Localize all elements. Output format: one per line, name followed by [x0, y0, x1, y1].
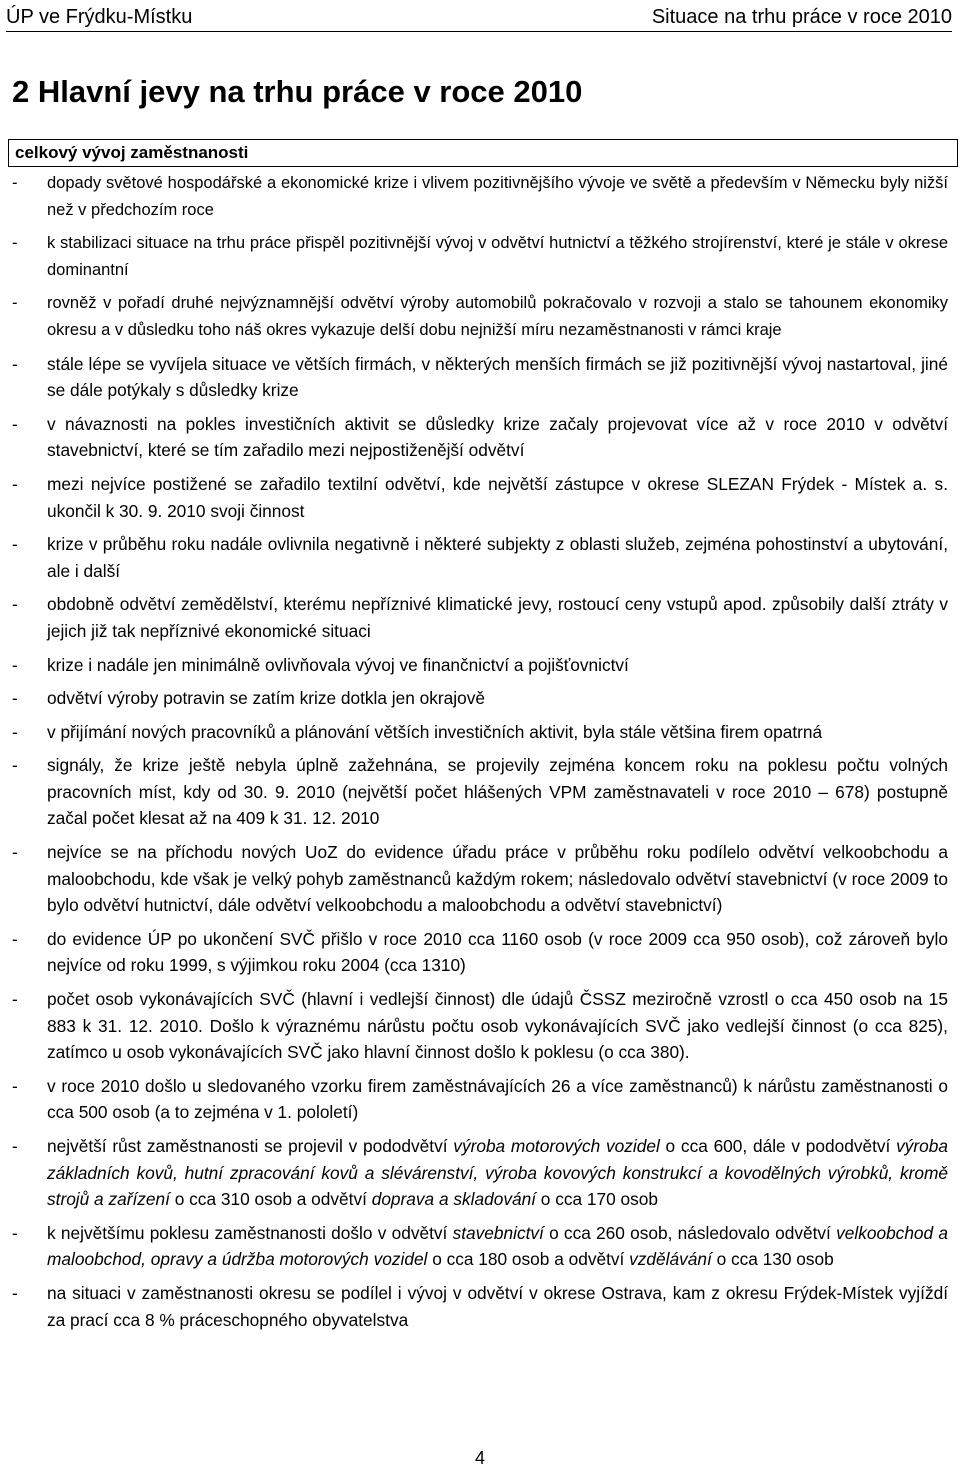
text-segment: stále lépe se vyvíjela situace ve větších firmách, v některých menších firmách se již pozitivnější vývoj nastartoval, jiné se dále potýkaly s důsledky krize — [47, 353, 948, 401]
text-segment: krize i nadále jen minimálně ovlivňovala vývoj ve finančnictví a pojišťovnictví — [47, 654, 629, 675]
header-office: ÚP ve Frýdku-Místku — [6, 6, 193, 28]
list-item — [12, 411, 948, 464]
bullet-dash: - — [12, 594, 18, 615]
list-item-text — [47, 170, 948, 223]
bullet-dash: - — [12, 989, 18, 1010]
text-segment: mezi nejvíce postižené se zařadilo textilní odvětví, kde největší zástupce v okrese SLEZAN Frýdek - Místek a. s. ukončil k 30. 9. 2010 svoji činnost — [47, 473, 948, 521]
list-item-text — [47, 230, 948, 283]
bullet-dash: - — [12, 721, 18, 742]
page-header — [6, 2, 952, 32]
italic-text: doprava a skladování — [371, 1189, 536, 1210]
list-item — [12, 926, 948, 979]
list-item-text — [47, 531, 948, 584]
list-item — [12, 230, 948, 283]
list-item-text — [47, 1133, 948, 1213]
text-segment: obdobně odvětví zemědělství, kterému nepříznivé klimatické jevy, rostoucí ceny vstupů apod. způsobily další ztráty v jejich již tak nepříznivé ekonomické situaci — [47, 594, 948, 641]
list-item — [12, 591, 948, 644]
italic-text: stavebnictví — [452, 1222, 544, 1243]
list-item-text — [47, 752, 948, 832]
bullet-list — [12, 170, 948, 1340]
header-report-title: Situace na trhu práce v roce 2010 — [651, 6, 952, 28]
bullet-dash: - — [12, 688, 18, 709]
italic-text: vzdělávání — [629, 1249, 712, 1270]
text-segment: krize v průběhu roku nadále ovlivnila negativně i některé subjekty z oblasti služeb, zejména pohostinství a ubytování, ale i další — [47, 534, 948, 581]
list-item — [12, 685, 948, 712]
text-segment: o cca 260 osob, následovalo odvětví — [543, 1222, 837, 1243]
list-item — [12, 719, 948, 746]
bullet-dash: - — [12, 353, 18, 374]
text-segment: k největšímu poklesu zaměstnanosti došlo v odvětví — [47, 1222, 453, 1243]
text-segment: největší růst zaměstnanosti se projevil v pododvětví — [47, 1136, 454, 1156]
text-segment: nejvíce se na příchodu nových UoZ do evidence úřadu práce v průběhu roku podílelo odvětví velkoobchodu a maloobchodu, kde však je velký pohyb zaměstnanců každým rokem; následovalo odvětví stavebnictví (v roce 2009 to bylo odvětví hutnictví, dále odvětví velkoobchodu a maloobchodu a odvětví stavebnictví) — [47, 842, 948, 916]
list-item-text — [47, 1073, 948, 1126]
bullet-dash: - — [12, 654, 18, 675]
page-number: 4 — [474, 1448, 485, 1468]
list-item — [12, 290, 948, 343]
italic-text: velkoobchod a maloobchod, opravy a údržba motorových vozidel — [47, 1222, 949, 1270]
bullet-dash: - — [12, 755, 18, 776]
list-item — [12, 986, 948, 1066]
list-item — [12, 471, 948, 524]
bullet-dash: - — [12, 1075, 18, 1096]
bullet-dash: - — [12, 1136, 18, 1156]
text-segment: na situaci v zaměstnanosti okresu se podílel i vývoj v odvětví v okrese Ostrava, kam z okresu Frýdek-Místek vyjíždí za prací cca 8 % práceschopného obyvatelstva — [47, 1282, 948, 1330]
text-segment: o cca 310 osob a odvětví — [169, 1189, 372, 1210]
bullet-dash: - — [12, 294, 18, 313]
list-item — [12, 1073, 948, 1126]
bullet-dash: - — [12, 174, 18, 192]
bullet-dash: - — [12, 842, 18, 863]
bullet-dash: - — [12, 234, 18, 253]
text-segment: do evidence ÚP po ukončení SVČ přišlo v roce 2010 cca 1160 osob (v roce 2009 cca 950 osob), což zároveň bylo nejvíce od roku 1999, s výjimkou roku 2004 (cca 1310) — [47, 928, 948, 976]
text-segment: rovněž v pořadí druhé nejvýznamnější odvětví výroby automobilů pokračovalo v rozvoji a stalo se tahounem ekonomiky okresu a v důsledku toho náš okres vykazuje delší dobu nejnižší míru nezaměstnanosti v rámci kraje — [47, 294, 948, 339]
list-item-text — [47, 290, 948, 343]
list-item — [12, 1280, 948, 1333]
list-item-text — [47, 652, 948, 679]
italic-text: výroba základních kovů, hutní zpracování kovů a slévárenství, výroba kovových konstrukcí a kovodělných výrobků, kromě strojů a zařízení — [47, 1136, 948, 1210]
list-item-text — [47, 719, 948, 746]
bullet-dash: - — [12, 1282, 18, 1303]
text-segment: signály, že krize ještě nebyla úplně zažehnána, se projevily zejména koncem roku na poklesu počtu volných pracovních míst, kdy od 30. 9. 2010 (největší počet hlášených VPM zaměstnavateli v roce 2010 – 678) postupně začal počet klesat až na 409 k 31. 12. 2010 — [47, 755, 948, 829]
list-item-text — [47, 839, 948, 919]
list-item — [12, 351, 948, 404]
list-item-text — [47, 471, 948, 524]
list-item-text — [47, 1280, 948, 1333]
list-item — [12, 1133, 948, 1213]
bullet-dash: - — [12, 1222, 18, 1243]
list-item-text — [47, 411, 948, 464]
chapter-title: 2 Hlavní jevy na trhu práce v roce 2010 — [12, 74, 583, 109]
text-segment: o cca 600, dále v pododvětví — [659, 1136, 897, 1156]
text-segment: odvětví výroby potravin se zatím krize dotkla jen okrajově — [47, 688, 485, 709]
text-segment: k stabilizaci situace na trhu práce přispěl pozitivnější vývoj v odvětví hutnictví a těžkého strojírenství, které je stále v okrese dominantní — [47, 234, 948, 279]
list-item-text — [47, 351, 948, 404]
text-segment: o cca 180 osob a odvětví — [427, 1249, 630, 1270]
bullet-dash: - — [12, 413, 18, 434]
bullet-dash: - — [12, 534, 18, 555]
text-segment: v roce 2010 došlo u sledovaného vzorku firem zaměstnávajících 26 a více zaměstnanců) k nárůstu zaměstnanosti o cca 500 osob (a to zejména v 1. pololetí) — [47, 1075, 948, 1123]
list-item-text — [47, 926, 948, 979]
bullet-dash: - — [12, 928, 18, 949]
list-item — [12, 752, 948, 832]
bullet-dash: - — [12, 473, 18, 494]
text-segment: dopady světové hospodářské a ekonomické krize i vlivem pozitivnějšího vývoje ve světě a především v Německu byly nižší než v předchozím roce — [47, 174, 948, 219]
section-heading: celkový vývoj zaměstnanosti — [8, 139, 958, 167]
text-segment: v přijímání nových pracovníků a plánování větších investičních aktivit, byla stále většina firem opatrná — [47, 721, 823, 742]
list-item-text — [47, 986, 948, 1066]
italic-text: výroba motorových vozidel — [453, 1136, 660, 1156]
text-segment: o cca 130 osob — [711, 1249, 834, 1270]
text-segment: v návaznosti na pokles investičních aktivit se důsledky krize začaly projevovat více až v roce 2010 v odvětví stavebnictví, které se tím zařadilo mezi nejpostiženější odvětví — [47, 413, 948, 461]
list-item — [12, 531, 948, 584]
text-segment: počet osob vykonávajících SVČ (hlavní i vedlejší činnost) dle údajů ČSSZ meziročně vzrostl o cca 450 osob na 15 883 k 31. 12. 2010. Došlo k výraznému nárůstu počtu osob vykonávajících SVČ jako vedlejší činnost (o cca 825), zatímco u osob vykonávajících SVČ jako hlavní činnost došlo k poklesu (o cca 380). — [47, 989, 948, 1063]
list-item-text — [47, 591, 948, 644]
list-item — [12, 1220, 948, 1273]
list-item — [12, 170, 948, 223]
list-item-text — [47, 685, 948, 712]
list-item-text — [47, 1220, 948, 1273]
text-segment: o cca 170 osob — [536, 1189, 659, 1210]
list-item — [12, 652, 948, 679]
list-item — [12, 839, 948, 919]
